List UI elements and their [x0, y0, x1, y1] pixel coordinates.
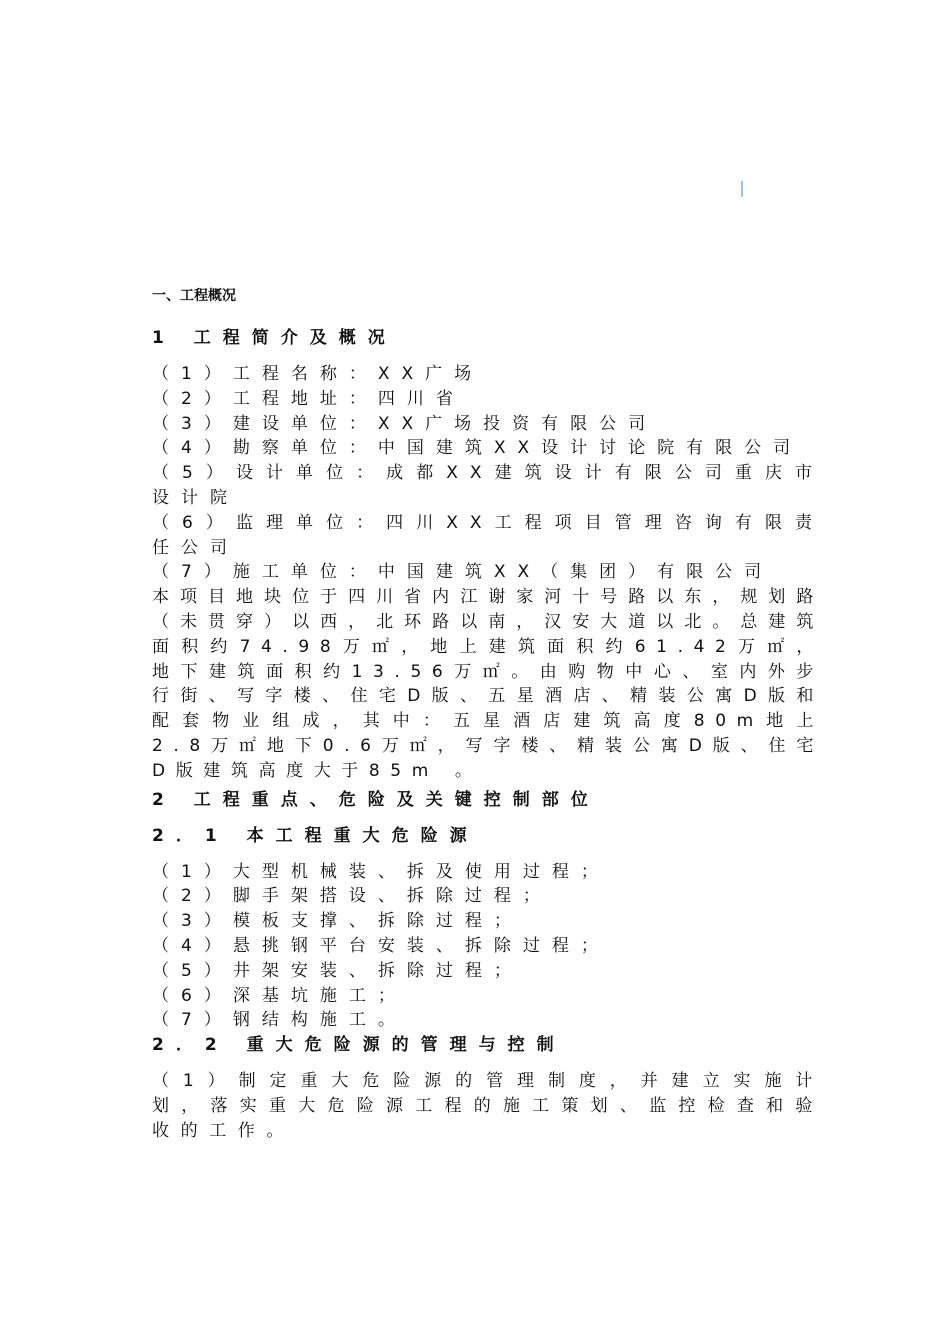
- management-paragraph: （1）制定重大危险源的管理制度，并建立实施计划，落实重大危险源工程的施工策划、监控检查和验收的工作。: [152, 1071, 824, 1141]
- list-item: （5）井架安装、拆除过程；: [152, 960, 523, 981]
- list-item: （5）设计单位：成都XX建筑设计有限公司重庆市设计院: [152, 463, 824, 508]
- list-item: （7）钢结构施工。: [152, 1010, 407, 1031]
- cursor-mark: [741, 181, 743, 197]
- list-item: （3）模板支撑、拆除过程；: [152, 911, 523, 932]
- project-info-list: [152, 362, 824, 585]
- list-item: （4）悬挑钢平台安装、拆除过程；: [152, 935, 610, 956]
- heading-2-1: 2．1 本工程重大危险源: [152, 825, 479, 846]
- list-item: （4）勘察单位：中国建筑XX设计讨论院有限公司: [152, 438, 803, 459]
- heading-2: 2 工程重点、危险及关键控制部位: [152, 789, 600, 810]
- list-item: （7）施工单位：中国建筑XX（集团）有限公司: [152, 562, 774, 583]
- list-item: （1）工程名称：XX广场: [152, 364, 484, 384]
- document-body: [152, 286, 824, 1144]
- list-item: （2）脚手架搭设、拆除过程；: [152, 886, 552, 907]
- section-title: 一、工程概况: [152, 288, 236, 304]
- list-item: （3）建设单位：XX广场投资有限公司: [152, 413, 658, 434]
- heading-1: 1 工程简介及概况: [152, 328, 397, 348]
- hazard-list: [152, 860, 824, 1034]
- list-item: （6）深基坑施工；: [152, 985, 407, 1006]
- heading-2-2: 2．2 重大危险源的管理与控制: [152, 1035, 566, 1056]
- list-item: （1）大型机械装、拆及使用过程；: [152, 861, 610, 882]
- list-item: （2）工程地址：四川省: [152, 388, 465, 409]
- project-overview-paragraph: 本项目地块位于四川省内江谢家河十号路以东，规划路（未贯穿）以西，北环路以南，汉安大道以北。总建筑面积约74.98万㎡，地上建筑面积约61.42万㎡，地下建筑面积约13.56万㎡。由购物中心、室内外步行街、写字楼、住宅D版、五星酒店、精装公寓D版和配套物业组成，其中：五星酒店建筑高度80m地上2.8万㎡地下0.6万㎡，写字楼、精装公寓D版、住宅D版建筑高度大于85m 。: [152, 587, 824, 781]
- list-item: （6）监理单位：四川XX工程项目管理咨询有限责任公司: [152, 512, 824, 558]
